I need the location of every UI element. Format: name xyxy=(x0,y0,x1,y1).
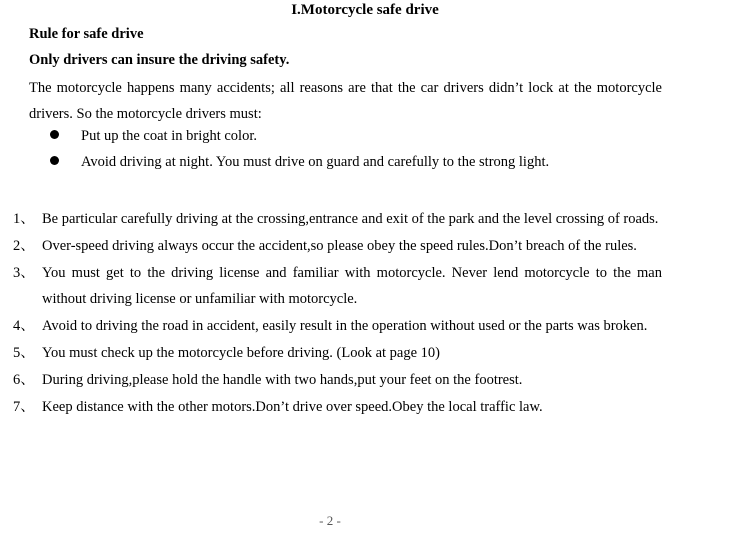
bullet-text: Avoid driving at night. You must drive on guard and carefully to the strong light. xyxy=(81,154,550,170)
list-item-text: Avoid to driving the road in accident, easily result in the operation without used or the parts was broken. xyxy=(42,318,648,334)
list-item-text: You must check up the motorcycle before driving. (Look at page 10) xyxy=(42,345,440,361)
numbered-list xyxy=(0,206,730,421)
list-item xyxy=(0,233,730,259)
list-item xyxy=(0,313,730,339)
list-item-number: 5、 xyxy=(13,345,35,361)
list-item-number: 7、 xyxy=(13,399,35,415)
page-title: I.Motorcycle safe drive xyxy=(291,2,439,18)
list-item-text: Keep distance with the other motors.Don’t drive over speed.Obey the local traffic law. xyxy=(42,399,543,415)
list-item xyxy=(0,340,730,366)
list-item-number: 3、 xyxy=(13,265,35,281)
list-item-number: 4、 xyxy=(13,318,35,334)
list-item-text: Be particular carefully driving at the crossing,entrance and exit of the park and the level crossing of roads. xyxy=(42,211,659,227)
list-item xyxy=(0,367,730,393)
list-item-number: 6、 xyxy=(13,372,35,388)
list-item xyxy=(0,394,730,420)
list-item-number: 1、 xyxy=(13,211,35,227)
list-item-text: During driving,please hold the handle with two hands,put your feet on the footrest. xyxy=(42,372,523,388)
bullet-dot-icon xyxy=(50,156,59,165)
page-number: - 2 - xyxy=(319,513,341,528)
bullet-item xyxy=(0,126,730,152)
bullet-item xyxy=(0,152,730,178)
intro-paragraph: The motorcycle happens many accidents; all reasons are that the car drivers didn’t lock at the motorcycle drivers. So the motorcycle drivers must: xyxy=(29,80,662,122)
list-item xyxy=(0,260,730,312)
section-heading: Rule for safe drive xyxy=(29,26,144,42)
list-item-text: You must get to the driving license and familiar with motorcycle. Never lend motorcycle to the man without driving license or unfamiliar with motorcycle. xyxy=(42,265,662,307)
list-item xyxy=(0,206,730,232)
bullet-list xyxy=(0,126,730,178)
bullet-text: Put up the coat in bright color. xyxy=(81,128,257,144)
bullet-dot-icon xyxy=(50,130,59,139)
list-item-number: 2、 xyxy=(13,238,35,254)
list-item-text: Over-speed driving always occur the accident,so please obey the speed rules.Don’t breach of the rules. xyxy=(42,238,637,254)
section-subheading: Only drivers can insure the driving safety. xyxy=(29,52,290,68)
